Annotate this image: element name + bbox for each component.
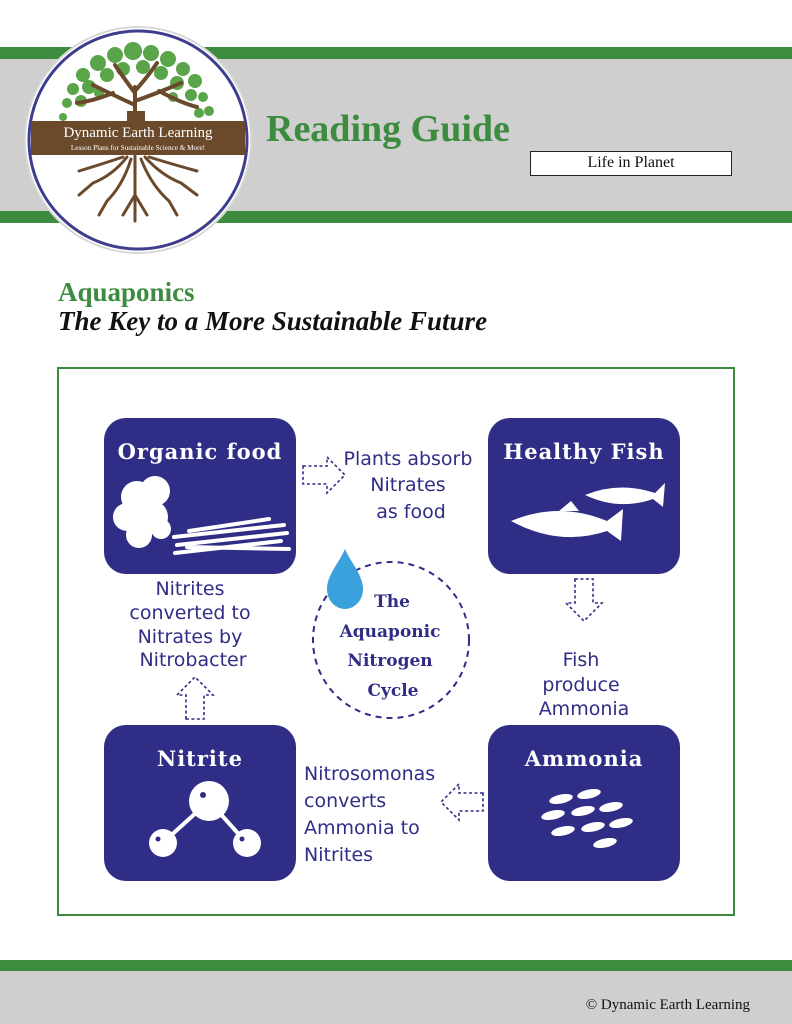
- guide-title: Reading Guide: [266, 108, 510, 150]
- caption-nitrosomonas: [304, 763, 441, 866]
- nitrogen-cycle-diagram: [59, 369, 733, 914]
- ammonia-label: Ammonia: [524, 746, 644, 771]
- caption-line: Nitrates: [370, 474, 446, 496]
- water-drop-icon: [327, 549, 363, 609]
- caption-line: Nitrites: [304, 844, 374, 866]
- arrow-fish-to-ammonia: [566, 579, 602, 621]
- nitrite-label: Nitrite: [157, 746, 243, 771]
- caption-line: Nitrobacter: [139, 649, 247, 671]
- caption-line: converts: [304, 790, 387, 812]
- organic-food-box: [104, 418, 296, 574]
- caption-plants-absorb: [344, 448, 479, 523]
- nitrite-box: [104, 725, 296, 881]
- ammonia-box: [488, 725, 680, 881]
- center-line: Nitrogen: [347, 651, 433, 671]
- logo: [23, 25, 253, 255]
- caption-line: Plants absorb: [343, 448, 473, 470]
- caption-line: Ammonia: [538, 698, 630, 720]
- healthy-fish-label: Healthy Fish: [503, 439, 665, 464]
- arrow-nitrite-to-nitrobacter: [177, 677, 213, 719]
- caption-line: Nitrites: [155, 578, 225, 600]
- logo-tagline: Lesson Plans for Sustainable Science & More!: [70, 144, 206, 152]
- healthy-fish-box: [488, 418, 680, 574]
- copyright-text: © Dynamic Earth Learning: [585, 997, 750, 1013]
- caption-nitrites-converted: [129, 578, 256, 671]
- logo-name: Dynamic Earth Learning: [63, 125, 213, 141]
- center-line: Cycle: [367, 681, 419, 701]
- center-cycle: [313, 549, 469, 718]
- center-title: [339, 592, 447, 701]
- article-title: Aquaponics: [58, 277, 195, 307]
- footer-stripe: [0, 960, 792, 971]
- caption-line: Ammonia to: [304, 817, 420, 839]
- topic-label: Life in Planet: [530, 151, 732, 176]
- article-subtitle: The Key to a More Sustainable Future: [58, 306, 488, 336]
- arrow-ammonia-to-nitrosomonas: [441, 784, 483, 820]
- caption-line: Nitrates by: [137, 626, 243, 648]
- arrow-organic-to-plants: [303, 457, 345, 493]
- center-line: The: [374, 592, 410, 612]
- organic-food-label: Organic food: [117, 439, 283, 464]
- caption-fish-produce: [539, 649, 630, 720]
- caption-line: produce: [542, 674, 620, 696]
- center-line: Aquaponic: [339, 622, 441, 642]
- caption-line: as food: [376, 501, 446, 523]
- caption-line: Fish: [562, 649, 600, 671]
- caption-line: converted to: [129, 602, 251, 624]
- caption-line: Nitrosomonas: [304, 763, 436, 785]
